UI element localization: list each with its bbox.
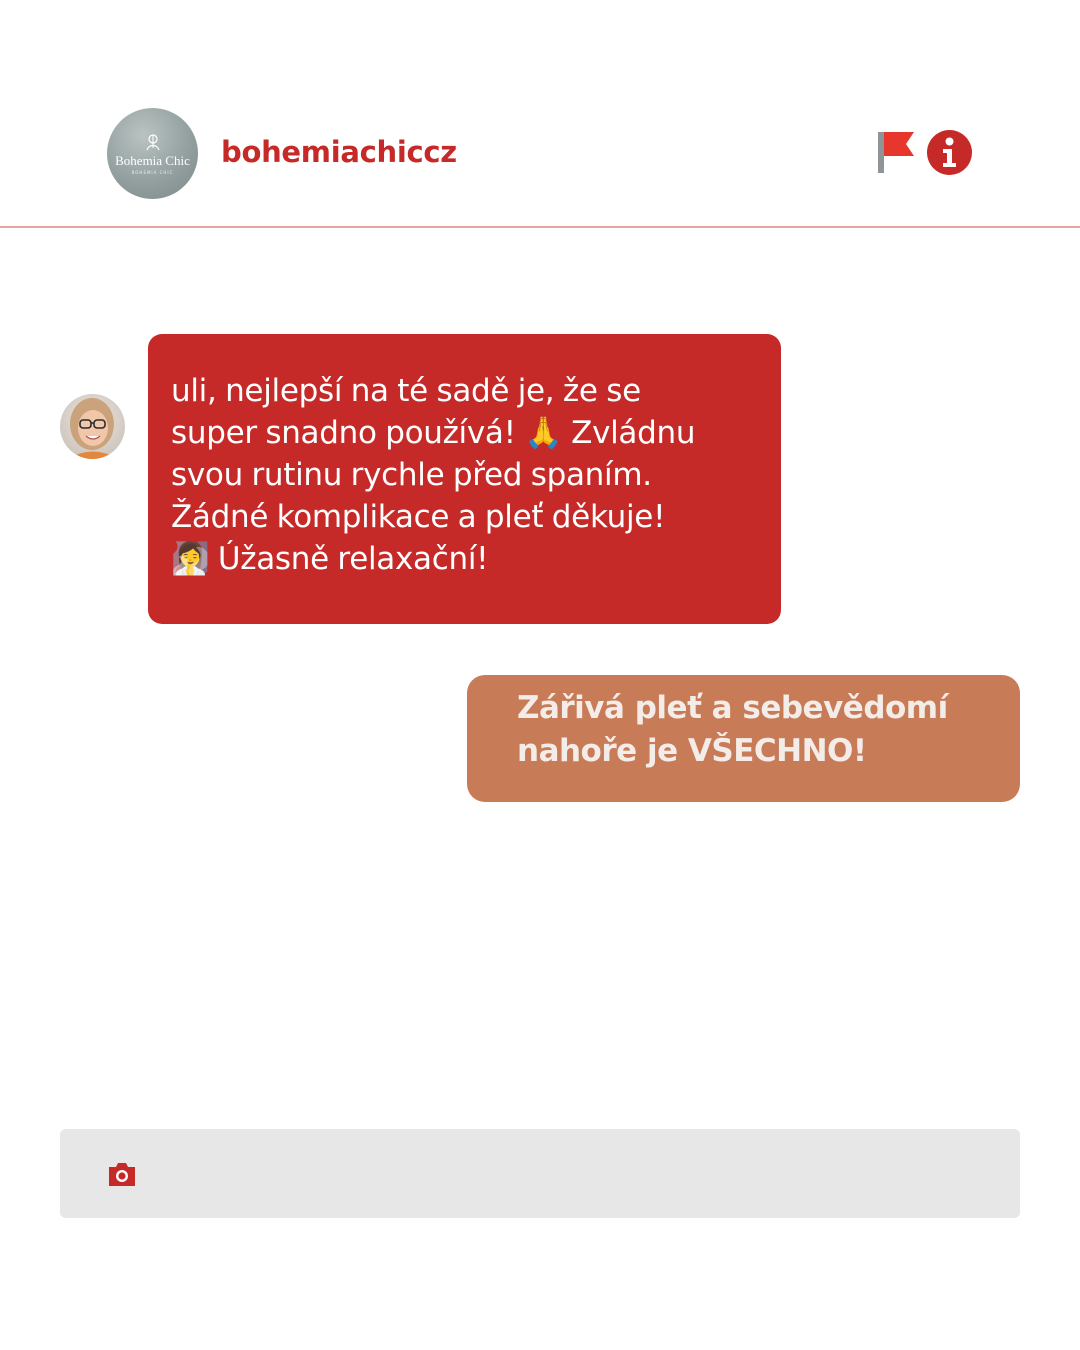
camera-icon[interactable] bbox=[107, 1161, 137, 1188]
logo-text: Bohemia Chic bbox=[115, 153, 190, 168]
message-text: uli, nejlepší na té sadě je, že se super snadno používá! 🙏 Zvládnu svou rutinu rychle před spaním. Žádné komplikace a pleť děkuje! 🧖‍♀️ Úžasně relaxační! bbox=[171, 373, 696, 577]
bohemia-logo-icon bbox=[143, 132, 163, 152]
message-text: Zářivá pleť a sebevědomí nahoře je VŠECHNO! bbox=[517, 690, 948, 769]
profile-avatar[interactable] bbox=[107, 108, 198, 199]
username[interactable]: bohemiachiccz bbox=[221, 135, 457, 169]
sender-avatar[interactable] bbox=[60, 394, 125, 459]
message-bubble-sent[interactable] bbox=[467, 675, 1020, 802]
flag-icon[interactable] bbox=[876, 131, 916, 175]
info-icon[interactable] bbox=[927, 130, 972, 175]
sender-photo bbox=[60, 394, 125, 459]
logo-subtext: BOHEMIA CHIC bbox=[131, 170, 174, 175]
chat-header bbox=[0, 0, 1080, 228]
message-bubble-received[interactable] bbox=[148, 334, 781, 624]
message-composer[interactable] bbox=[60, 1129, 1020, 1218]
